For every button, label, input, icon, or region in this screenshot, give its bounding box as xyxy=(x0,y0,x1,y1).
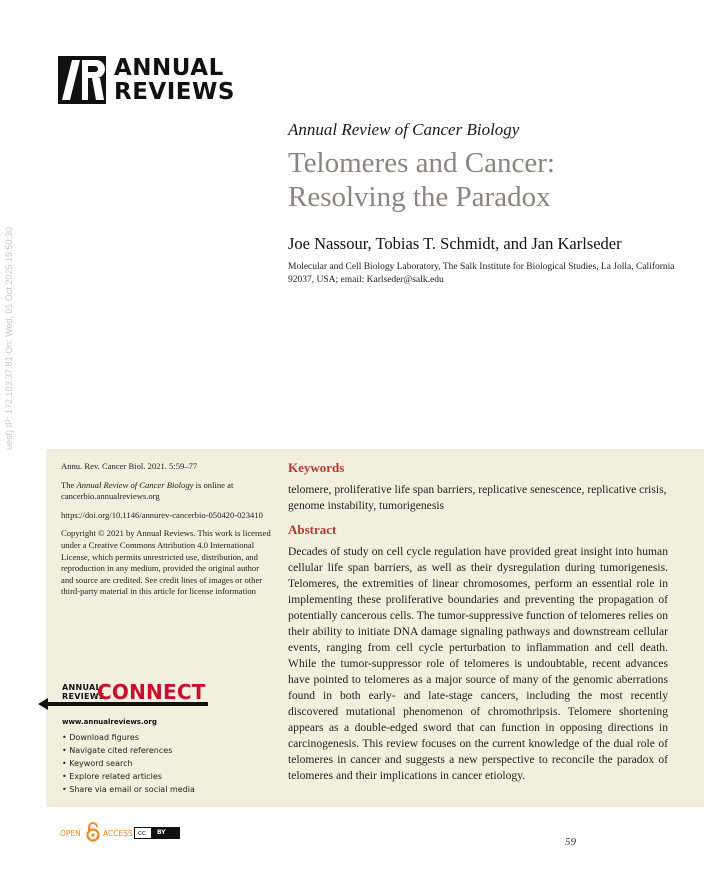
list-item: • Share via email or social media xyxy=(62,785,195,794)
annual-reviews-connect[interactable] xyxy=(38,679,238,794)
connect-url[interactable]: www.annualreviews.org xyxy=(62,718,157,726)
ar-logo-icon xyxy=(58,56,106,104)
page-number: 59 xyxy=(565,836,576,848)
list-item: • Keyword search xyxy=(62,759,133,768)
keywords-text: telomere, proliferative life span barriers, replicative senescence, replicative crisis, genome instability, tumorigenesis xyxy=(288,483,667,512)
logo-wordmark: ANNUAL REVIEWS xyxy=(114,55,235,105)
connect-features-list xyxy=(62,731,195,796)
access-label: ACCESS xyxy=(103,829,133,838)
open-label: OPEN xyxy=(60,829,81,838)
copyright-notice: Copyright © 2021 by Annual Reviews. This work is licensed under a Creative Commons Attribution 4.0 International License, which permits unrestricted use, distribution, and reproduction in any medium, provided the original author and source are credited. See credit lines of images or other third-party material in this article for license information xyxy=(61,528,271,597)
journal-name: Annual Review of Cancer Biology xyxy=(288,120,520,139)
connect-annual-reviews-label: ANNUAL REVIEWS xyxy=(62,683,105,701)
open-lock-icon xyxy=(85,822,101,842)
list-item: • Navigate cited references xyxy=(62,746,173,755)
affiliation: Molecular and Cell Biology Laboratory, The Salk Institute for Biological Studies, La Jolla, California 92037, USA; email: Karlseder@salk.edu xyxy=(288,262,675,285)
abstract-heading: Abstract xyxy=(288,522,337,537)
citation: Annu. Rev. Cancer Biol. 2021. 5:59–77 xyxy=(61,461,198,471)
cc-by-license-icon: cc BY xyxy=(134,827,180,839)
connect-label: CONNECT xyxy=(97,680,206,704)
doi-link[interactable]: https://doi.org/10.1146/annurev-cancerbio-050420-023410 xyxy=(61,509,263,520)
article-title: Telomeres and Cancer: Resolving the Paradox xyxy=(288,147,555,213)
online-note: The Annual Review of Cancer Biology is online at cancerbio.annualreviews.org xyxy=(61,479,234,502)
authors: Joe Nassour, Tobias T. Schmidt, and Jan Karlseder xyxy=(288,234,622,253)
keywords-heading: Keywords xyxy=(288,460,345,475)
list-item: • Explore related articles xyxy=(62,772,162,781)
article-info-sidebar xyxy=(61,461,271,605)
abstract-text: Decades of study on cell cycle regulation have provided great insight into human cellular life span barriers, as well as their dysregulation during tumorigenesis. Telomeres, the extremities of linear chromosomes, perform an essential role in implementing these proliferative boundaries and preventing the propagation of potentially cancerous cells. The tumor-suppressive function of telomeres relies on their ability to initiate DNA damage signaling pathways and downstream cellular events, ranging from cell cycle perturbation to inflammation and cell death. While the tumor-suppressor role of telomeres is undoubtable, recent advances have pointed to telomeres as a major source of many of the genomic aberrations found in both early- and late-stage cancers, including the most recently discovered mutational phenomenon of chromothripsis. Telomere shortening appears as a double-edged sword that can function in opposing directions in carcinogenesis. This review focuses on the current knowledge of the dual role of telomeres in cancer and suggests a new perspective to reconcile the paradox of telomeres and their implications in cancer etiology. xyxy=(288,545,668,782)
arrow-left-icon xyxy=(38,698,208,710)
keywords-abstract-column xyxy=(288,460,668,784)
download-watermark: uest) IP: 172.103.37.81 On: Wed, 01 Oct 2025 19:50:30 xyxy=(4,227,14,450)
list-item: • Download figures xyxy=(62,733,139,742)
